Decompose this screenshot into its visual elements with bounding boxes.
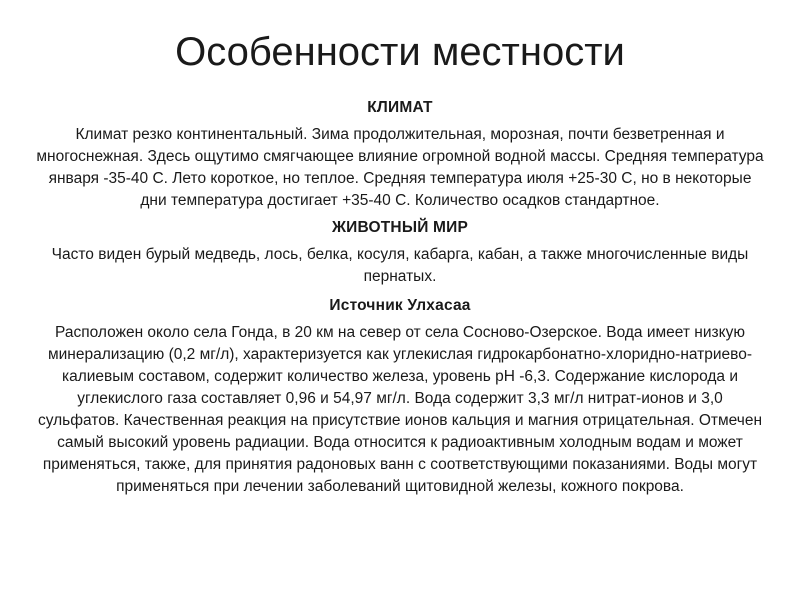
section-climate [36, 98, 764, 212]
section-text-spring: Расположен около села Гонда, в 20 км на север от села Сосново-Озерское. Вода имеет низкую минерализацию (0,2 мг/л), характеризуется как углекислая гидрокарбонатно-хлоридно-натриево-калиевым составом, содержит количество железа, уровень pH -6,3. Содержание кислорода и углекислого газа составляет 0,96 и 54,97 мг/л. Вода содержит 3,3 мг/л нитрат-ионов и 3,0 сульфатов. Качественная реакция на присутствие ионов кальция и магния отрицательная. Отмечен самый высокий уровень радиации. Вода относится к радиоактивным холодным водам и может применяться, также, для принятия радоновых ванн с соответствующими показаниями. Воды могут применяться при лечении заболеваний щитовидной железы, кожного покрова. [37, 324, 763, 495]
section-text-fauna: Часто виден бурый медведь, лось, белка, косуля, кабарга, кабан, а также многочисленные виды пернатых. [51, 246, 749, 285]
section-heading-climate: КЛИМАТ [367, 99, 433, 116]
section-text-climate: Климат резко континентальный. Зима продолжительная, морозная, почти безветренная и многоснежная. Здесь ощутимо смягчающее влияние огромной водной массы. Средняя температура января -35-40 С. Лето короткое, но теплое. Средняя температура июля +25-30 С, но в некоторые дни температура достигает +35-40 С. Количество осадков стандартное. [36, 126, 764, 209]
section-heading-fauna: ЖИВОТНЫЙ МИР [331, 219, 469, 236]
section-spring [36, 296, 764, 498]
section-fauna [36, 218, 764, 288]
slide-title: Особенности местности [175, 30, 625, 74]
section-heading-spring: Источник Улхасаа [329, 297, 471, 314]
